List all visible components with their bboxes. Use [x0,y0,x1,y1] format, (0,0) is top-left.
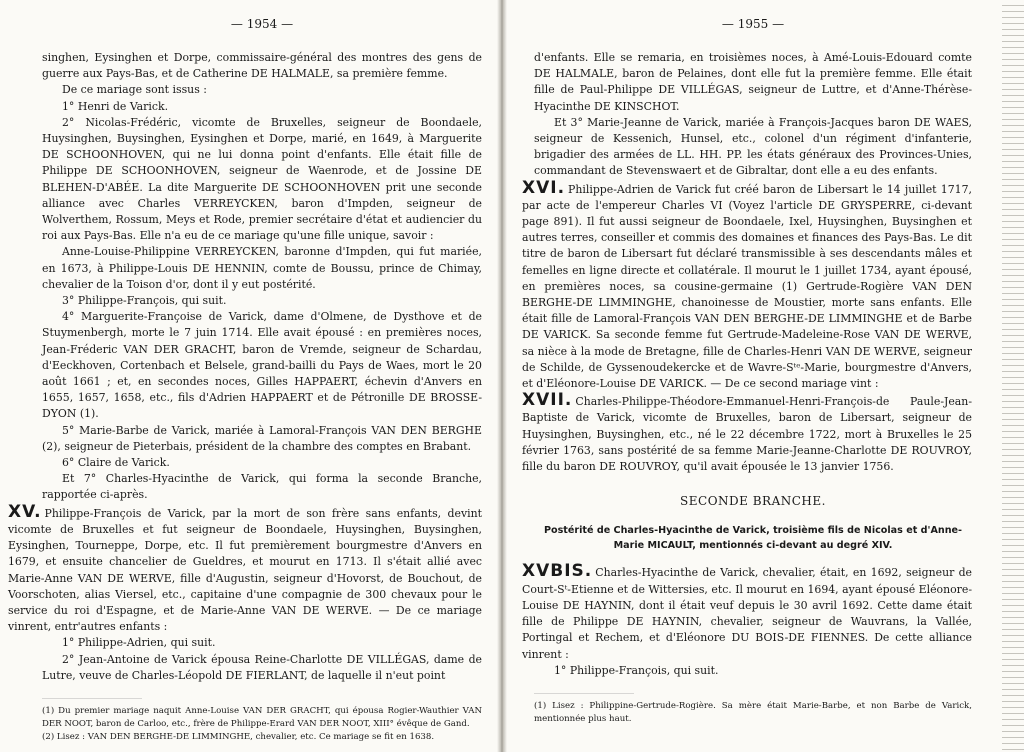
footnote: (1) Du premier mariage naquit Anne-Louise VAN DER GRACHT, qui épousa Rogier-Wauthier VAN DER NOOT, baron de Carloo, etc., frère de Philippe-Erard VAN DER NOOT, XIII° évêque de Gand. [42,705,482,729]
left-page-body [8,50,482,684]
degree-entry-xv [8,501,482,636]
book-gutter [497,0,507,752]
degree-text: Charles-Philippe-Théodore-Emmanuel-Henri-François-de Paule-Jean-Baptiste de Varick, vicomte de Bruxelles, baron de Libersart, seigneur de Huysinghen, Buysinghen, etc., né le 22 décembre 1722, mort à Bruxelles le 25 février 1763, sans postérité de sa femme Marie-Jeanne-Charlotte DE ROUVROY, fille du baron DE ROUVROY, qu'il avait épousée le 13 janvier 1756. [522,395,972,474]
degree-label: XVII. [522,390,573,411]
degree-text: Philippe-François de Varick, par la mort de son frère sans enfants, devint vicomte de Bruxelles et fut seigneur de Boondaele, Huysinghen, Buysinghen, Eysinghen, Tourneppe, Dorpe, etc. Il fut premièrement bourgmestre d'Anvers en 1679, et ensuite chancelier de Gueldres, et mourut en 1713. Il s'était allié avec Marie-Anne VAN DE WERVE, fille d'Augustin, seigneur d'Hovorst, de Bouchout, de Voorschoten, alias Viersel, etc., capitaine d'une compagnie de 300 chevaux pour le service du roi d'Espagne, et de Marie-Anne VAN DE WERVE. — De ce mariage vinrent, entr'autres enfants : [8,506,482,634]
paragraph: De ce mariage sont issus : [62,83,207,97]
right-footnotes [534,693,972,726]
section-subtitle: Postérité de Charles-Hyacinthe de Varick, troisième fils de Nicolas et d'Anne-Marie MICAULT, mentionnés ci-devant au degré XIV. [543,525,963,552]
footnote-rule [42,698,142,699]
paragraph: 5° Marie-Barbe de Varick, mariée à Lamoral-François VAN DEN BERGHE (2), seigneur de Pieterbais, président de la chambre des comptes en Brabant. [42,423,482,453]
paragraph: 1° Philippe-Adrien, qui suit. [62,636,216,650]
page-number-right: — 1955 — [721,17,785,31]
left-page [8,14,482,752]
scan-edge [1002,0,1024,752]
degree-label: XVBIS. [522,561,593,582]
footnote: (2) Lisez : VAN DEN BERGHE-DE LIMMINGHE, chevalier, etc. Ce mariage se fit en 1638. [42,731,435,742]
paragraph: singhen, Eysinghen et Dorpe, commissaire-général des montres des gens de guerre aux Pays-Bas, et de Catherine DE HALMALE, sa première femme. [42,51,482,81]
degree-text: Philippe-Adrien de Varick fut créé baron de Libersart le 14 juillet 1717, par acte de l'empereur Charles VI (Voyez l'article DE GRYSPERRE, ci-devant page 891). Il fut aussi seigneur de Boondaele, Ixel, Huysinghen, Buysinghen et autres terres, conseiller et commis des domaines et finances des Pays-Bas. Le dit titre de baron de Libersart fut déclaré transmissible à ses descendants mâles et femelles en ligne directe et collatérale. Il mourut le 1 juillet 1734, ayant épousé, en premières noces, sa cousine-germaine (1) Gertrude-Rogière VAN DEN BERGHE-DE LIMMINGHE, chanoinesse de Moustier, morte sans enfants. Elle était fille de Lamoral-François VAN DEN BERGHE-DE LIMMINGHE et de Barbe DE VARICK. Sa seconde femme fut Gertrude-Madeleine-Rose VAN DE WERVE, sa nièce à la mode de Bretagne, fille de Charles-Henri VAN DE WERVE, seigneur de Schilde, de Gyssenoudekercke et de Wavre-Sᵗᵉ-Marie, bourgmestre d'Anvers, et d'Eléonore-Louise DE VARICK. — De ce second mariage vint : [522,182,972,391]
section-title: SECONDE BRANCHE. [680,494,826,509]
paragraph: d'enfants. Elle se remaria, en troisièmes noces, à Amé-Louis-Edouard comte DE HALMALE, baron de Pelaines, dont elle fut la première femme. Elle était fille de Paul-Philippe DE VILLÉGAS, seigneur de Luttre, et d'Anne-Thérèse-Hyacinthe DE KINSCHOT. [534,51,972,113]
degree-entry-xvi [522,177,972,393]
paragraph: Et 7° Charles-Hyacinthe de Varick, qui forma la seconde Branche, rapportée ci-après. [42,472,482,502]
paragraph: Anne-Louise-Philippine VERREYCKEN, baronne d'Impden, qui fut mariée, en 1673, à Philippe-Louis DE HENNIN, comte de Boussu, prince de Chimay, chevalier de la Toison d'or, dont il y eut postérité. [42,245,482,291]
degree-entry-xvbis [522,563,972,662]
footnote-rule [534,693,634,694]
right-page [522,14,972,752]
paragraph: 1° Philippe-François, qui suit. [554,663,719,677]
degree-label: XVI. [522,177,566,198]
paragraph: 2° Nicolas-Frédéric, vicomte de Bruxelles, seigneur de Boondaele, Huysinghen, Buysinghen, Eysinghen et Dorpe, marié, en 1649, à Marguerite DE SCHOONHOVEN, qui ne lui donna point d'enfants. Elle était fille de Philippe DE SCHOONHOVEN, seigneur de Waenrode, et de Jossine DE BLEHEN-D'ABÉE. La dite Marguerite DE SCHOONHOVEN prit une seconde alliance avec Charles VERREYCKEN, baron d'Impden, seigneur de Wolverthem, Rossum, Meys et Rode, premier secrétaire d'état et audiencier du roi aux Pays-Bas. Elle n'a eu de ce mariage qu'une fille unique, savoir : [42,115,482,243]
left-footnotes [42,698,482,744]
right-page-body [522,50,972,679]
footnote: (1) Lisez : Philippine-Gertrude-Rogière. Sa mère était Marie-Barbe, et non Barbe de Varick, mentionnée plus haut. [534,700,972,724]
paragraph: 3° Philippe-François, qui suit. [62,294,227,308]
degree-label: XV. [8,501,42,522]
degree-entry-xvii [522,392,972,475]
paragraph: 4° Marguerite-Françoise de Varick, dame d'Olmene, de Dysthove et de Stuymenbergh, morte le 7 juin 1714. Elle avait épousé : en premières noces, Jean-Fréderic VAN DER GRACHT, baron de Vremde, seigneur de Schardau, d'Eeckhoven, Cortenbach et Belsele, grand-bailli du Pays de Waes, mort le 20 août 1661 ; et, en secondes noces, Gilles HAPPAERT, échevin d'Anvers en 1655, 1657, 1658, etc., fils d'Adrien HAPPAERT et de Pétronille DE BROSSE-DYON (1). [42,310,482,421]
page-number-left: — 1954 — [230,17,294,31]
paragraph: 1° Henri de Varick. [62,99,169,113]
degree-text: Charles-Hyacinthe de Varick, chevalier, était, en 1692, seigneur de Court-Sᵗ-Etienne et de Wittersies, etc. Il mourut en 1694, ayant épousé Eléonore-Louise DE HAYNIN, dont il était veuf depuis le 30 avril 1692. Cette dame était fille de Philippe DE HAYNIN, chevalier, seigneur de Wauvrans, la Vallée, Portingal et Rechem, et d'Eléonore DU BOIS-DE FIENNES. De cette alliance vinrent : [522,566,972,661]
paragraph: 2° Jean-Antoine de Varick épousa Reine-Charlotte DE VILLÉGAS, dame de Lutre, veuve de Charles-Léopold DE FIERLANT, de laquelle il n'eut point [42,652,482,682]
paragraph: Et 3° Marie-Jeanne de Varick, mariée à François-Jacques baron DE WAES, seigneur de Kessenich, Hunsel, etc., colonel d'un régiment d'infanterie, brigadier des armées de LL. HH. PP. les états généraux des Provinces-Unies, commandant de Stevenswaert et de Gibraltar, dont elle a eu des enfants. [534,115,972,178]
paragraph: 6° Claire de Varick. [62,456,170,470]
